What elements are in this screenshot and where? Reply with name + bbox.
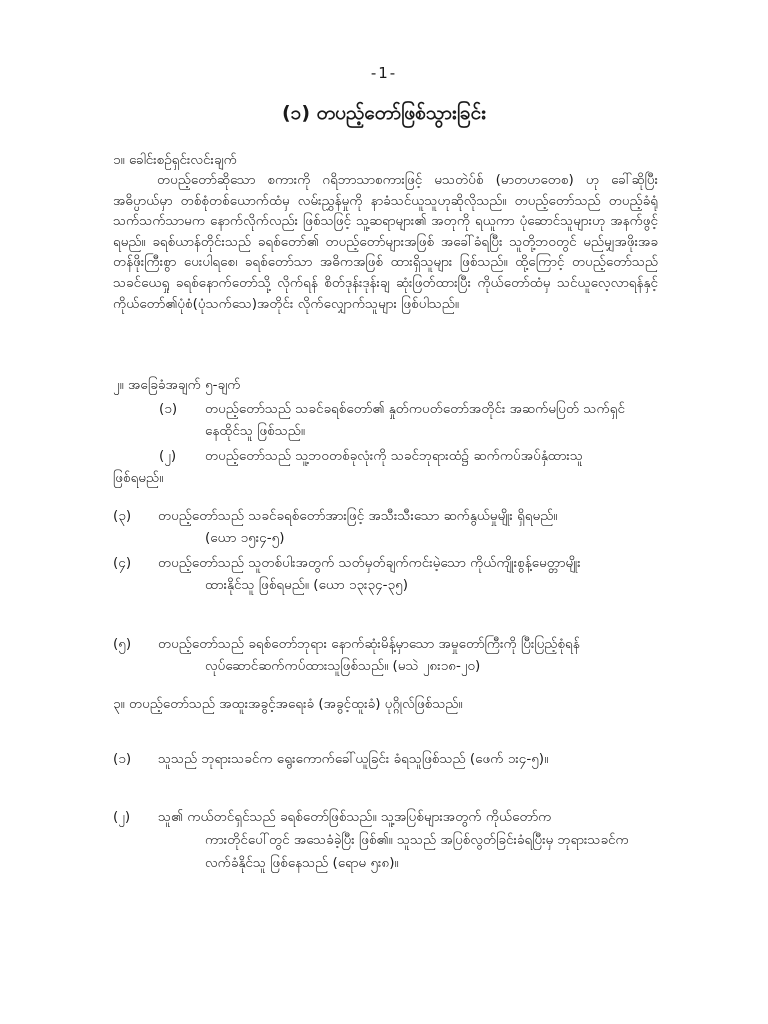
list-number: (၁) (159, 401, 178, 417)
list-continuation: နေထိုင်သူ ဖြစ်သည်။ (205, 423, 305, 439)
list-continuation: လက်ခံနိုင်သူ ဖြစ်နေသည် (ရောမ ၅း၈)။ (205, 855, 399, 871)
list-number: (၅) (113, 636, 132, 652)
page-number: -1- (370, 64, 398, 82)
list-text: သူ၏ ကယ်တင်ရှင်သည် ခရစ်တော်ဖြစ်သည်။ သူ့အပြစ်များအတွက် ကိုယ်တော်က (158, 809, 552, 825)
list-text: တပည့်တော်သည် သခင်ခရစ်တော်အားဖြင့် အသီးသီးသော ဆက်နွယ်မှုမျိုး ရှိရမည်။ (158, 508, 558, 524)
list-continuation: (ယော ၁၅း၄-၅) (205, 530, 285, 546)
section-heading-basic-facts: ၂။ အခြေခံအချက် ၅-ချက် (113, 377, 241, 393)
list-continuation: ဖြစ်ရမည်။ (113, 470, 164, 486)
list-continuation: ကားတိုင်ပေါ်တွင် အသေခံခဲ့ပြီး ဖြစ်၏။ သူသည် အပြစ်လွတ်ခြင်းခံရပြီးမှ ဘုရားသခင်က (205, 832, 629, 848)
explanation-text: တပည့်တော်ဆိုသော စကားကို ဂရိဘာသာစကားဖြင့် မသတဲပ်စ် (မာတဟတေစ) ဟု ခေါ်ဆိုပြီး အဓိပ္ပာယ်မှာ တစ်စုံတစ်ယောက်ထံမှ လမ်းညွှန်မှုကို နာခံသင်ယူသူဟုဆိုလိုသည်။ တပည့်တော်သည် တပည့်ခံရုံ သက်သက်သာမက နောက်လိုက်လည်း ဖြစ်သဖြင့် သူ့ဆရာများ၏ အတုကို ရယူကာ ပုံဆောင်သူများဟု အနက်ဖွင့်ရမည်။ ခရစ်ယာန်တိုင်းသည် ခရစ်တော်၏ တပည့်တော်များအဖြစ် အခေါ်ခံရပြီး သူတို့ဘဝတွင် မည်မျှအဖိုးအခတန်ဖိုးကြီးစွာ ပေးပါရစေ၊ ခရစ်တော်သာ အဓိကအဖြစ် ထားရှိသူများ ဖြစ်သည်။ ထို့ကြောင့် တပည့်တော်သည် သခင်ယေရှု ခရစ်နောက်တော်သို့ လိုက်ရန် စိတ်ဒုန်းဒုန်းချ ဆုံးဖြတ်ထားပြီး ကိုယ်တော်ထံမှ သင်ယူလေ့လာရန်နှင့် ကိုယ်တော်၏ပုံစံ(ပုံသက်သေ)အတိုင်း လိုက်လျှောက်သူများ ဖြစ်ပါသည်။ (113, 172, 658, 312)
list-number: (၃) (113, 508, 132, 524)
list-number: (၁) (113, 751, 132, 767)
list-text: တပည့်တော်သည် သူတစ်ပါးအတွက် သတ်မှတ်ချက်ကင်းမဲ့သော ကိုယ်ကျိုးစွန့်မေတ္တာမျိုး (158, 555, 581, 571)
chapter-title: (၁) တပည့်တော်ဖြစ်သွားခြင်း (282, 102, 486, 124)
section-heading-privilege: ၃။ တပည့်တော်သည် အထူးအခွင့်အရေးခံ (အခွင့်ထူးခံ) ပုဂ္ဂိုလ်ဖြစ်သည်။ (113, 696, 463, 712)
list-number: (၄) (113, 555, 132, 571)
list-continuation: ထားနိုင်သူ ဖြစ်ရမည်။ (ယော ၁၃း၃၄-၃၅) (205, 577, 408, 593)
section-heading-explanation: ၁။ ခေါင်းစဉ်ရှင်းလင်းချက် (113, 152, 237, 168)
list-number: (၂) (159, 448, 177, 464)
list-text: တပည့်တော်သည် သူ့ဘဝတစ်ခုလုံးကို သခင်ဘုရားထံ၌ ဆက်ကပ်အပ်နှံထားသူ (205, 448, 583, 464)
list-number: (၂) (113, 809, 131, 825)
explanation-paragraph (113, 170, 658, 314)
list-text: တပည့်တော်သည် သခင်ခရစ်တော်၏ နှုတ်ကပတ်တော်အတိုင်း အဆက်မပြတ် သက်ရှင် (205, 401, 625, 417)
list-text: တပည့်တော်သည် ခရစ်တော်ဘုရား နောက်ဆုံးမိန့်မှာသော အမှုတော်ကြီးကို ပြီးပြည့်စုံရန် (158, 636, 580, 652)
list-continuation: လုပ်ဆောင်ဆက်ကပ်ထားသူဖြစ်သည်။ (မသဲ ၂၈း၁၈-၂၀) (205, 658, 481, 674)
list-text: သူသည် ဘုရားသခင်က ရွေးကောက်ခေါ်ယူခြင်း ခံရသူဖြစ်သည် (ဖေက် ၁း၄-၅)။ (158, 751, 549, 767)
